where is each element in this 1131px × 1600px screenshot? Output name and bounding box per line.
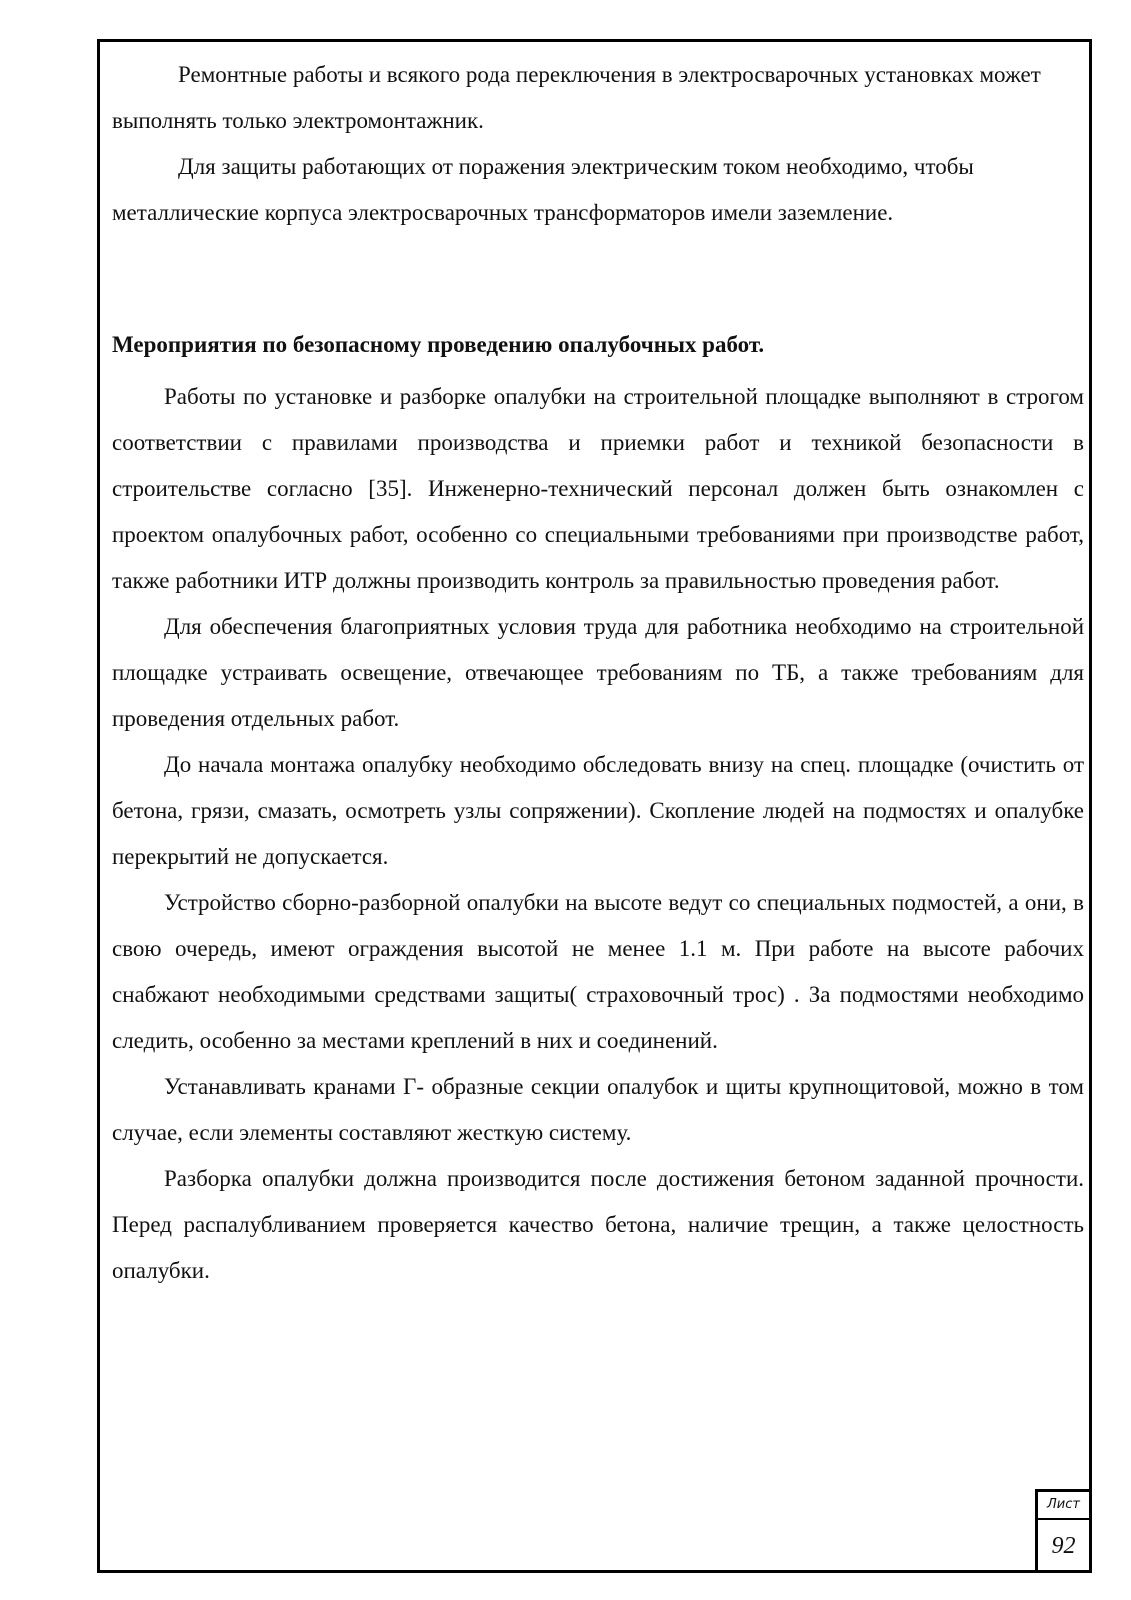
paragraph-repair-works: Ремонтные работы и всякого рода переключения в электросварочных установках может выполнять только электромонтажник. bbox=[112, 62, 1041, 133]
sheet-number: 92 bbox=[1051, 1533, 1076, 1559]
paragraph-grounding: Для защиты работающих от поражения электрическим током необходимо, чтобы металлические корпуса электросварочных трансформаторов имели заземление. bbox=[112, 154, 974, 225]
paragraph-formwork-rules: Работы по установке и разборке опалубки на строительной площадке выполняют в строгом соответствии с правилами производства и приемки работ и техникой безопасности в строительстве согласно [35]. Инженерно-технический персонал должен быть ознакомлен с проектом опалубочных работ, особенно со специальными требованиями при производстве работ, также работники ИТР должны производить контроль за правильностью проведения работ. bbox=[112, 384, 1084, 593]
paragraph-lighting: Для обеспечения благоприятных условия труда для работника необходимо на строительной площадке устраивать освещение, отвечающее требованиям по ТБ, а также требованиям для проведения отдельных работ. bbox=[112, 614, 1084, 731]
paragraph-inspection: До начала монтажа опалубку необходимо обследовать внизу на спец. площадке (очистить от бетона, грязи, смазать, осмотреть узлы сопряжении). Скопление людей на подмостях и опалубке перекрытий не допускается. bbox=[112, 752, 1084, 869]
paragraph-crane-sections: Устанавливать кранами Г- образные секции опалубок и щиты крупнощитовой, можно в том случае, если элементы составляют жесткую систему. bbox=[112, 1074, 1084, 1145]
paragraph-dismantling: Разборка опалубки должна производится после достижения бетоном заданной прочности. Перед распалубливанием проверяется качество бетона, наличие трещин, а также целостность опалубки. bbox=[112, 1166, 1084, 1283]
section-heading: Мероприятия по безопасному проведению опалубочных работ. bbox=[112, 332, 765, 357]
sheet-stamp bbox=[1035, 1489, 1092, 1573]
page-frame bbox=[97, 39, 1092, 1573]
sheet-label: Лист bbox=[1038, 1492, 1089, 1520]
page-content bbox=[112, 52, 1084, 1294]
paragraph-scaffolding: Устройство сборно-разборной опалубки на высоте ведут со специальных подмостей, а они, в свою очередь, имеют ограждения высотой не менее 1.1 м. При работе на высоте рабочих снабжают необходимыми средствами защиты( страховочный трос) . За подмостями необходимо следить, особенно за местами креплений в них и соединений. bbox=[112, 890, 1084, 1053]
